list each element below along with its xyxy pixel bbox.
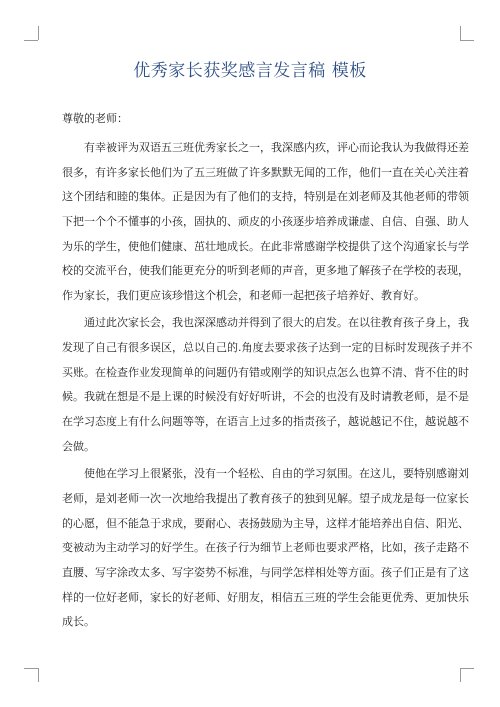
body-line: 的心愿，但不能急于求成，要耐心、表扬鼓励为主导，这样才能培养出自信、阳光、 (62, 517, 469, 530)
body-line: 校的交流平台，使我们能更充分的听到老师的声音，更多地了解孩子在学校的表现， (62, 264, 469, 277)
crop-mark-bottom-right (460, 668, 461, 682)
crop-mark-top-left (38, 26, 39, 40)
crop-mark-bottom-right (460, 668, 474, 669)
body-line: 老师，是刘老师一次一次地给我提出了教育孩子的独到见解。望子成龙是每一位家长 (62, 492, 469, 505)
crop-mark-bottom-left (38, 668, 39, 682)
body-line: 在学习态度上有什么问题等等，在语言上过多的指责孩子，越说越记不住，越说越不 (62, 415, 469, 428)
body-line: 很多，有许多家长他们为了五三班做了许多默默无闻的工作，他们一直在关心关注着 (62, 166, 469, 179)
body-line: 通过此次家长会，我也深深感动并得到了很大的启发。在以往教育孩子身上，我 (62, 316, 469, 329)
document-title: 优秀家长获奖感言发言稿 模板 (133, 61, 367, 81)
body-line: 样的一位好老师，家长的好老师、好朋友，相信五三班的学生会能更优秀、更加快乐 (62, 591, 469, 604)
body-line: 使他在学习上很紧张，没有一个轻松、自由的学习氛围。在这儿，要特别感谢刘 (62, 467, 469, 480)
body-line: 候。我就在想是不是上课的时候没有好好听讲，不会的也没有及时请教老师，是不是 (62, 390, 469, 403)
crop-mark-top-right (460, 26, 461, 40)
body-line: 会做。 (62, 440, 95, 453)
body-line: 成长。 (62, 615, 95, 628)
salutation: 尊敬的老师： (62, 112, 128, 125)
crop-mark-top-right (460, 40, 474, 41)
body-line: 有幸被评为双语五三班优秀家长之一，我深感内疚，评心而论我认为我做得还差 (62, 141, 469, 154)
body-line: 这个团结和睦的集体。正是因为有了他们的支持，特别是在刘老师及其他老师的带领 (62, 190, 469, 203)
crop-mark-bottom-left (24, 668, 38, 669)
body-line: 发现了自己有很多误区，总以自己的.角度去要求孩子达到一定的目标时发现孩子并不 (62, 341, 473, 354)
crop-mark-top-left (24, 40, 38, 41)
body-line: 直腰、写字涂改太多、写字姿势不标准，与同学怎样相处等方面。孩子们正是有了这 (62, 566, 469, 579)
body-line: 作为家长，我们更应该珍惜这个机会，和老师一起把孩子培养好、教育好。 (62, 289, 425, 302)
body-line: 变被动为主动学习的好学生。在孩子行为细节上老师也要求严格，比如，孩子走路不 (62, 541, 469, 554)
body-line: 为乐的学生，使他们健康、茁壮地成长。在此非常感谢学校提供了这个沟通家长与学 (62, 240, 469, 253)
body-line: 下把一个个不懂事的小孩，固执的、顽皮的小孩逐步培养成谦虚、自信、自强、助人 (62, 215, 469, 228)
body-line: 买账。在检查作业发现简单的问题仍有错或刚学的知识点怎么也算不清、背不住的时 (62, 366, 469, 379)
